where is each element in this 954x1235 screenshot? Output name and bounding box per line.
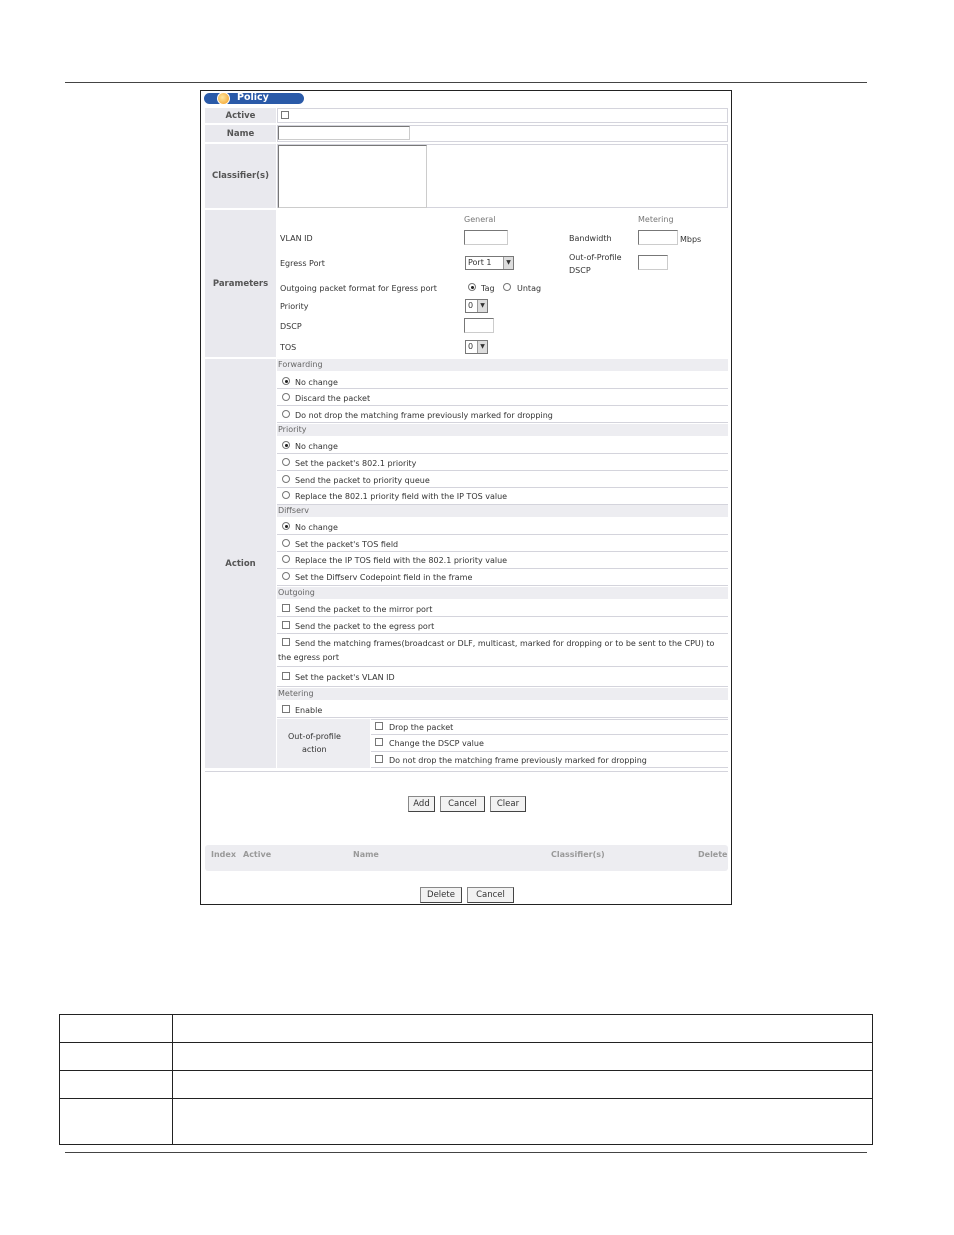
out-matching-label-2: the egress port [278, 653, 339, 662]
ds-replace-radio[interactable] [282, 555, 290, 563]
egress-port-label: Egress Port [280, 259, 325, 268]
bandwidth-input[interactable] [638, 230, 678, 245]
list-item [277, 373, 728, 389]
priority-select[interactable] [465, 299, 488, 313]
outgoing-format-label: Outgoing packet format for Egress port [280, 284, 437, 293]
table-row [60, 1015, 873, 1043]
mbps-unit: Mbps [680, 235, 702, 244]
cancel-button[interactable]: Cancel [440, 796, 485, 812]
tos-label: TOS [280, 343, 297, 352]
parameters-label: Parameters [205, 210, 276, 357]
chevron-down-icon: ▼ [477, 300, 487, 312]
priority-label: Priority [280, 302, 309, 311]
ds-set-tos-label: Set the packet's TOS field [295, 540, 399, 549]
out-egress-label: Send the packet to the egress port [295, 622, 435, 631]
add-button[interactable]: Add [408, 796, 435, 812]
untag-label: Untag [517, 284, 542, 293]
pri-set-radio[interactable] [282, 458, 290, 466]
tag-label: Tag [481, 284, 495, 293]
general-header: General [464, 215, 496, 224]
ds-set-tos-radio[interactable] [282, 539, 290, 547]
ds-no-change-label: No change [295, 523, 338, 532]
diffserv-section-header: Diffserv [277, 505, 728, 517]
metering-header: Metering [638, 215, 674, 224]
fwd-do-not-drop-radio[interactable] [282, 410, 290, 418]
active-checkbox[interactable] [281, 111, 289, 119]
classifiers-label: Classifier(s) [205, 144, 276, 208]
vlan-id-label: VLAN ID [280, 234, 313, 243]
pri-replace-radio[interactable] [282, 491, 290, 499]
oop-drop-checkbox[interactable] [375, 722, 383, 730]
tos-value: 0 [468, 342, 474, 351]
table-row [60, 1043, 873, 1071]
list-item [277, 518, 728, 535]
outgoing-section-header: Outgoing [277, 587, 728, 599]
classifiers-column-header: Classifier(s) [551, 850, 605, 859]
table-row [60, 1071, 873, 1099]
pri-replace-label: Replace the 802.1 priority field with the IP TOS value [295, 492, 508, 501]
out-set-vlan-label: Set the packet's VLAN ID [295, 673, 395, 682]
classifiers-listbox[interactable] [278, 145, 427, 208]
out-egress-checkbox[interactable] [282, 621, 290, 629]
out-matching-label-1: Send the matching frames(broadcast or DLF, multicast, marked for dropping or to be sent to the CPU) to [295, 639, 715, 648]
ds-replace-label: Replace the IP TOS field with the 802.1 priority value [295, 556, 508, 565]
oop-label-2: action [302, 745, 327, 754]
oop-label-1: Out-of-profile [288, 732, 341, 741]
oop-do-not-drop-label: Do not drop the matching frame previously marked for dropping [389, 756, 647, 765]
chevron-down-icon: ▼ [503, 257, 513, 269]
forwarding-section-header: Forwarding [277, 359, 728, 371]
oop-drop-label: Drop the packet [389, 723, 454, 732]
top-rule [65, 82, 867, 83]
oop-change-dscp-checkbox[interactable] [375, 738, 383, 746]
oop-label-cell [277, 719, 370, 768]
panel-title-bar [204, 93, 304, 104]
met-enable-label: Enable [295, 706, 323, 715]
out-of-profile-dscp-input[interactable] [638, 255, 668, 270]
ds-no-change-radio[interactable] [282, 522, 290, 530]
panel-title: Policy [237, 92, 269, 103]
dscp-input[interactable] [464, 318, 494, 333]
pri-queue-label: Send the packet to priority queue [295, 476, 430, 485]
tos-select[interactable] [465, 340, 488, 354]
pri-no-change-label: No change [295, 442, 338, 451]
egress-port-select[interactable] [465, 256, 514, 270]
action-label: Action [205, 359, 276, 768]
active-label: Active [205, 108, 276, 123]
oop-do-not-drop-checkbox[interactable] [375, 755, 383, 763]
metering-section-header: Metering [277, 688, 728, 700]
fwd-no-change-radio[interactable] [282, 377, 290, 385]
fwd-do-not-drop-label: Do not drop the matching frame previously marked for dropping [295, 411, 553, 420]
delete-button[interactable]: Delete [420, 887, 462, 903]
ds-set-codepoint-label: Set the Diffserv Codepoint field in the frame [295, 573, 473, 582]
oop-change-dscp-label: Change the DSCP value [389, 739, 484, 748]
pri-queue-radio[interactable] [282, 475, 290, 483]
bandwidth-label: Bandwidth [569, 234, 612, 243]
fwd-discard-radio[interactable] [282, 393, 290, 401]
pri-set-label: Set the packet's 802.1 priority [295, 459, 417, 468]
name-column-header: Name [353, 850, 379, 859]
priority-section-header: Priority [277, 424, 728, 436]
policy-list-header [205, 845, 728, 871]
vlan-id-input[interactable] [464, 230, 508, 245]
out-of-profile-dscp-label-1: Out-of-Profile [569, 253, 622, 262]
chevron-down-icon: ▼ [477, 341, 487, 353]
out-mirror-checkbox[interactable] [282, 604, 290, 612]
out-mirror-label: Send the packet to the mirror port [295, 605, 433, 614]
list-item [277, 701, 728, 718]
fwd-no-change-label: No change [295, 378, 338, 387]
out-matching-checkbox[interactable] [282, 638, 290, 646]
active-cell [277, 108, 728, 123]
cancel-list-button[interactable]: Cancel [467, 887, 514, 903]
out-set-vlan-checkbox[interactable] [282, 672, 290, 680]
policy-icon [217, 92, 230, 105]
description-table [59, 1014, 873, 1145]
name-label: Name [205, 125, 276, 142]
fwd-discard-label: Discard the packet [295, 394, 371, 403]
ds-set-codepoint-radio[interactable] [282, 572, 290, 580]
index-column-header: Index [211, 850, 236, 859]
priority-value: 0 [468, 301, 474, 310]
met-enable-checkbox[interactable] [282, 705, 290, 713]
egress-port-value: Port 1 [468, 258, 492, 267]
untag-radio[interactable] [503, 283, 511, 291]
form-divider [205, 771, 728, 772]
table-row [60, 1099, 873, 1145]
pri-no-change-radio[interactable] [282, 441, 290, 449]
clear-button[interactable]: Clear [490, 796, 526, 812]
active-column-header: Active [243, 850, 272, 859]
list-item [277, 437, 728, 454]
out-of-profile-dscp-label-2: DSCP [569, 266, 591, 275]
tag-radio[interactable] [468, 283, 476, 291]
delete-column-header: Delete [698, 850, 728, 859]
dscp-label: DSCP [280, 322, 302, 331]
bottom-rule [65, 1152, 867, 1153]
name-input[interactable] [278, 126, 410, 140]
